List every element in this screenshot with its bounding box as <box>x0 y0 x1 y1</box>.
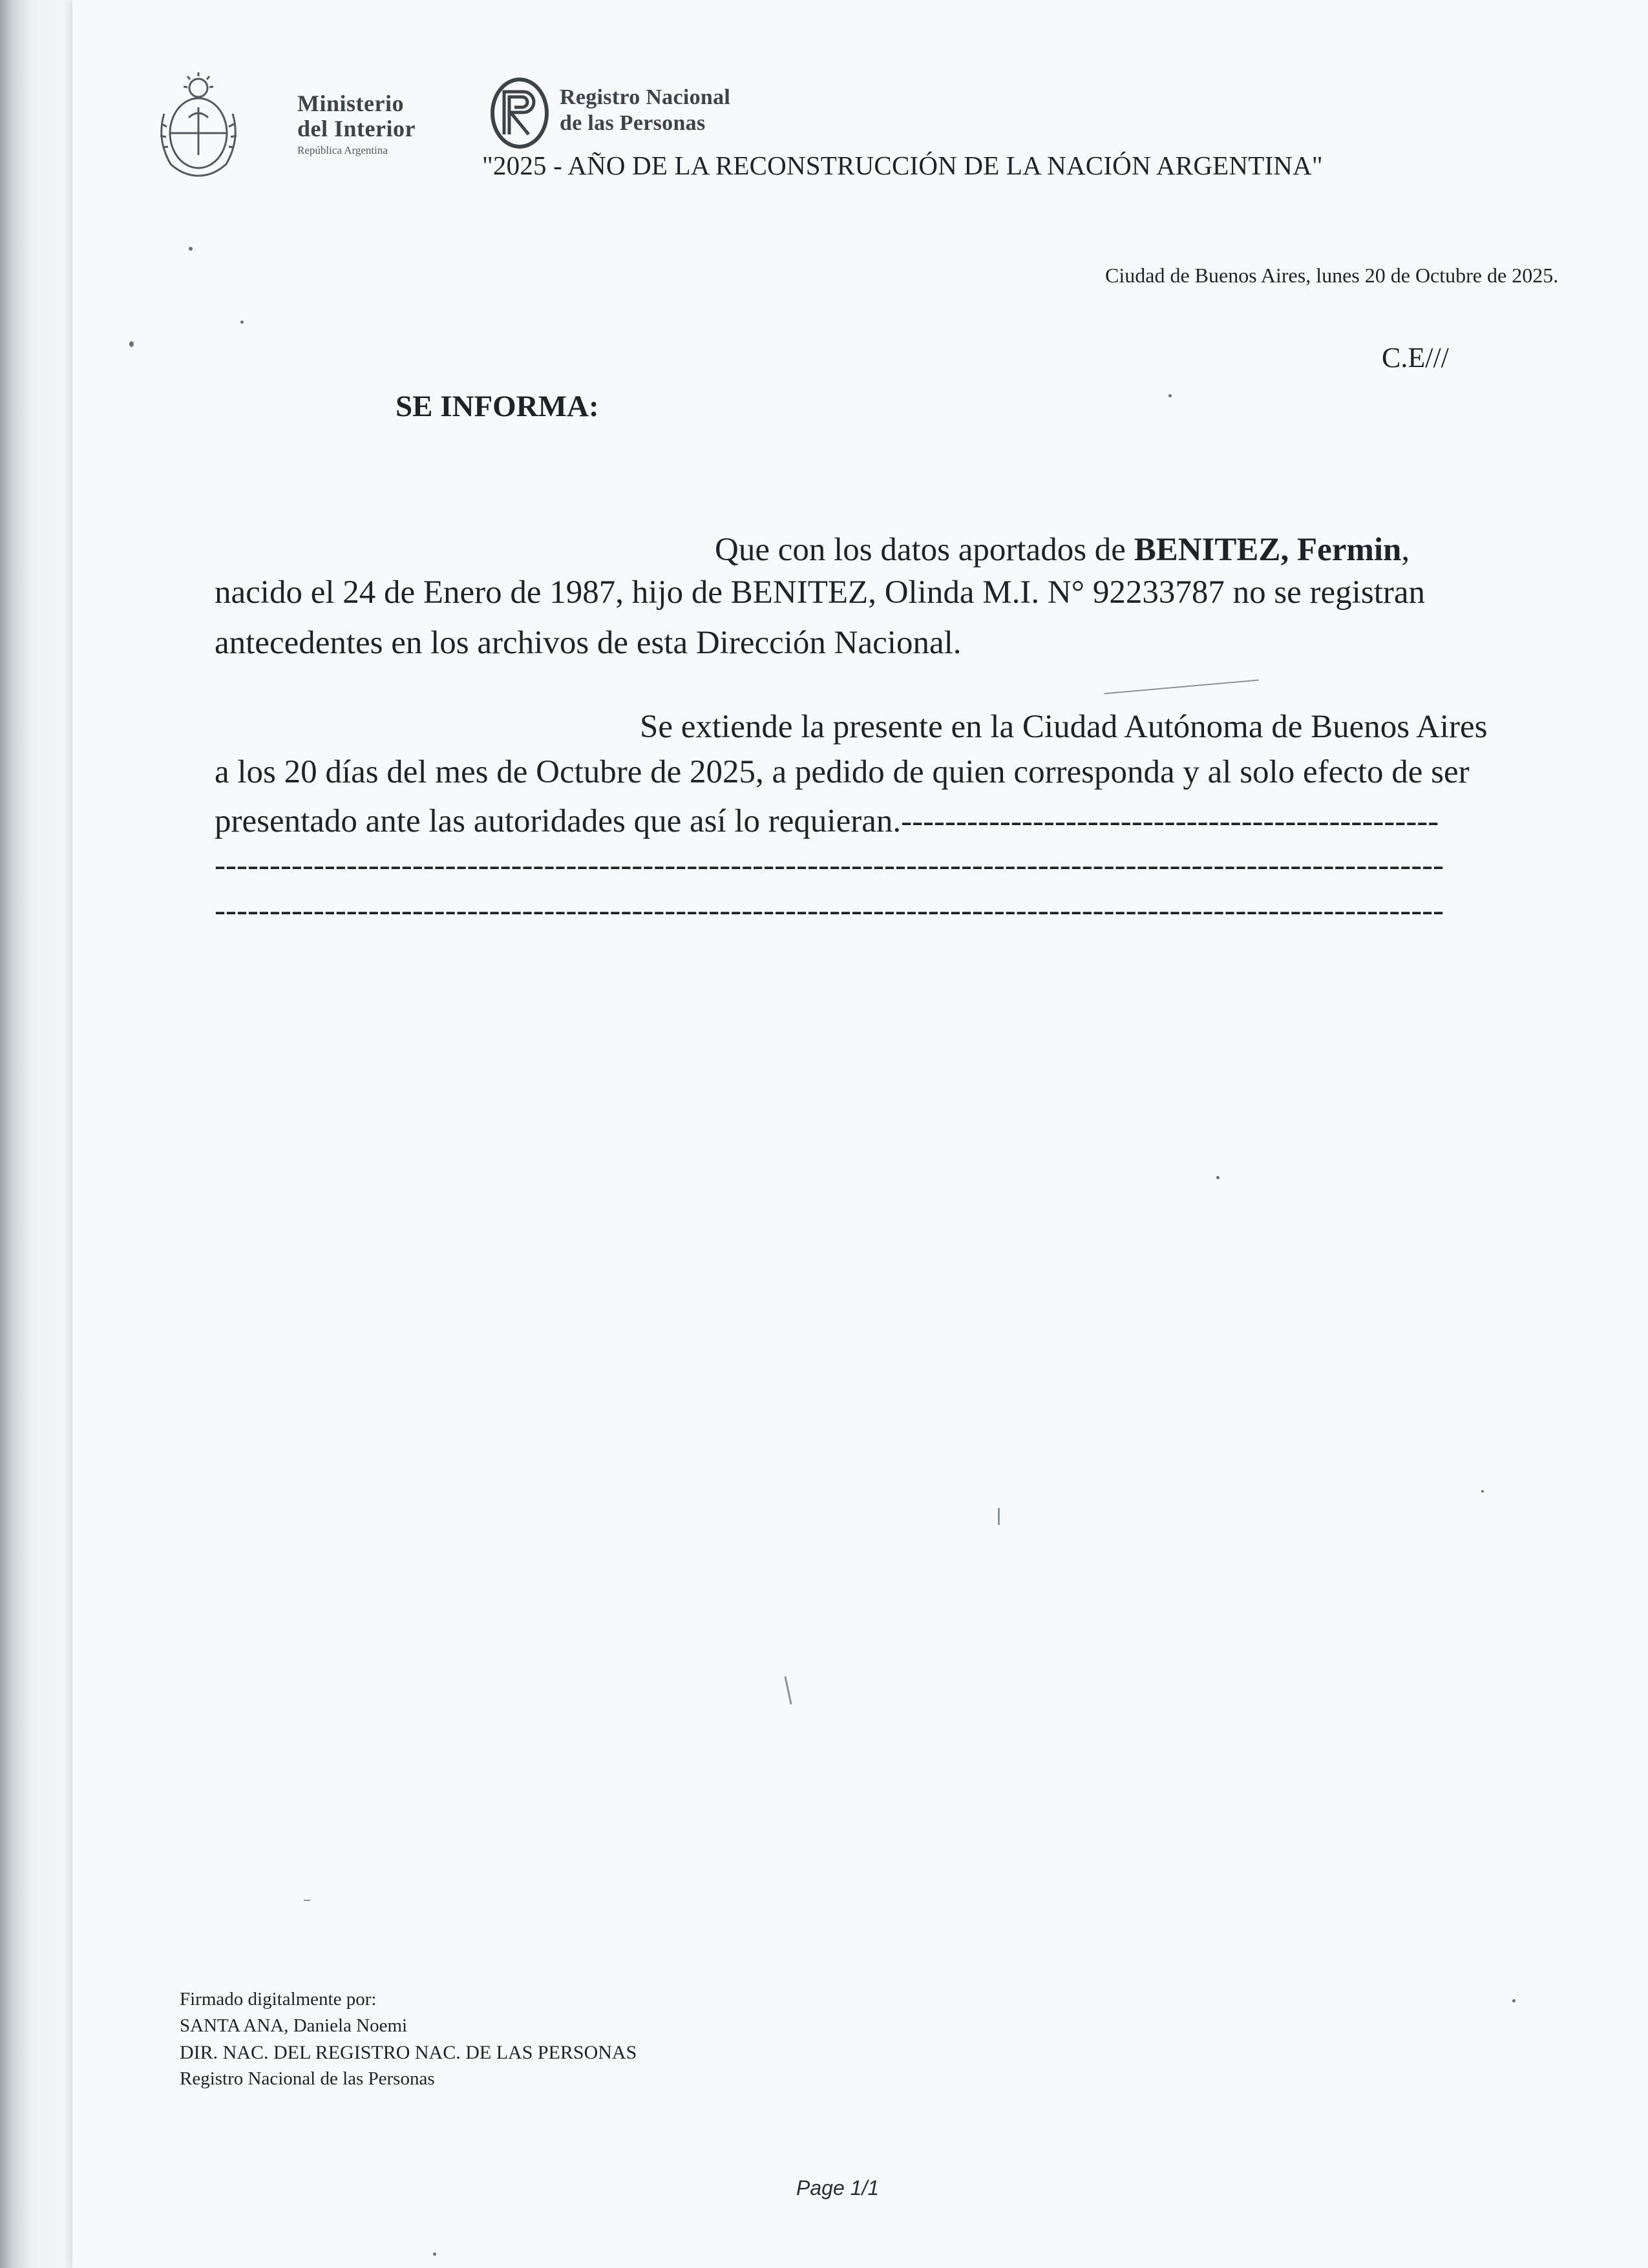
renaper-line-2: de las Personas <box>560 111 706 135</box>
scan-speck <box>189 247 193 251</box>
paragraph-2-line-3: presentado ante las autoridades que así lo requieran.------------------------------------------------- <box>215 803 1439 839</box>
scan-speck <box>1216 1176 1220 1179</box>
paragraph-1-line-3: antecedentes en los archivos de esta Dirección Nacional. <box>215 625 962 661</box>
ministerio-line-2: del Interior <box>297 116 416 142</box>
person-name: BENITEZ, Fermin <box>1134 532 1402 568</box>
signature-organization: Registro Nacional de las Personas <box>180 2068 435 2089</box>
document-heading: SE INFORMA: <box>396 390 599 423</box>
scan-speck <box>1481 1490 1484 1493</box>
date-line: Ciudad de Buenos Aires, lunes 20 de Octubre de 2025. <box>1105 264 1559 287</box>
argentina-coat-of-arms-icon <box>150 68 247 178</box>
scan-speck <box>1512 1999 1516 2002</box>
year-motto: "2025 - AÑO DE LA RECONSTRUCCIÓN DE LA NACIÓN ARGENTINA" <box>482 151 1323 180</box>
scan-speck <box>433 2252 436 2256</box>
reference-code: C.E/// <box>1382 342 1449 373</box>
scan-speck <box>129 341 134 347</box>
dash-fill-line-2: ---------------------------------------------------------------------------------------------------------------- <box>215 892 1444 929</box>
dash-fill-line-1: ---------------------------------------------------------------------------------------------------------------- <box>215 847 1444 883</box>
renaper-r-logo-icon <box>489 75 551 151</box>
document-page <box>72 0 1648 2268</box>
paragraph-1-line-2: nacido el 24 de Enero de 1987, hijo de BENITEZ, Olinda M.I. N° 92233787 no se registran <box>215 574 1425 611</box>
p1-suffix: , <box>1401 532 1410 568</box>
p1-prefix: Que con los datos aportados de <box>715 532 1134 568</box>
scan-speck <box>1168 394 1172 397</box>
signature-name: SANTA ANA, Daniela Noemi <box>180 2015 408 2036</box>
renaper-logo-text <box>560 87 730 134</box>
scan-scratch <box>304 1900 310 1901</box>
digital-signature-block <box>180 1986 637 2092</box>
paragraph-2-line-1: Se extiende la presente en la Ciudad Autónoma de Buenos Aires <box>640 709 1488 745</box>
ministerio-line-3: República Argentina <box>297 144 388 156</box>
renaper-line-1: Registro Nacional <box>560 85 731 109</box>
ministerio-line-1: Ministerio <box>297 90 404 116</box>
signature-office: DIR. NAC. DEL REGISTRO NAC. DE LAS PERSONAS <box>180 2042 637 2063</box>
page-number: Page 1/1 <box>796 2176 880 2200</box>
scan-speck <box>240 320 244 324</box>
signature-label: Firmado digitalmente por: <box>180 1989 377 2010</box>
paragraph-2-line-2: a los 20 días del mes de Octubre de 2025, a pedido de quien corresponda y al solo efecto de ser <box>215 754 1470 790</box>
paragraph-1-line-1 <box>715 531 1410 569</box>
ministerio-logo-text <box>297 92 416 156</box>
scan-scratch <box>998 1508 1000 1525</box>
scan-left-edge <box>0 0 72 2268</box>
